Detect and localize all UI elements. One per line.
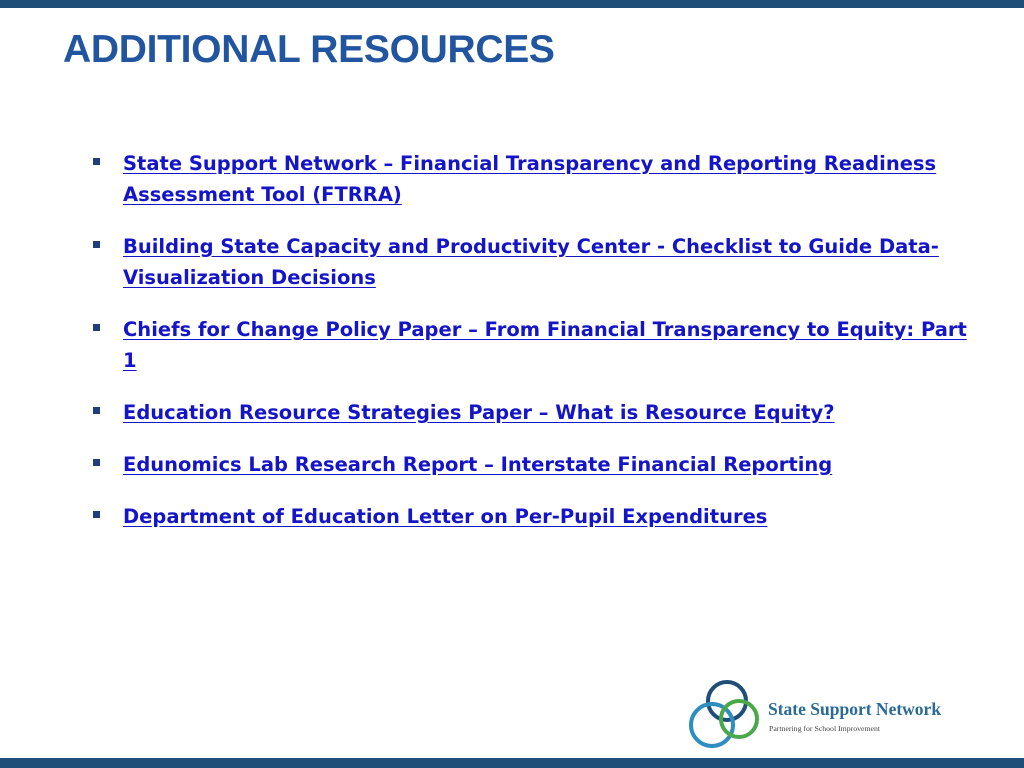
list-item (92, 314, 972, 376)
logo-name: State Support Network (768, 699, 942, 719)
interlocking-rings-icon (684, 676, 766, 754)
resource-link-resource-equity[interactable]: Education Resource Strategies Paper – What is Resource Equity? (123, 401, 835, 424)
bottom-accent-bar (0, 758, 1024, 768)
resource-link-edunomics[interactable]: Edunomics Lab Research Report – Interstate Financial Reporting (123, 453, 833, 476)
square-bullet-icon (93, 324, 100, 331)
resource-link-per-pupil-expenditures[interactable]: Department of Education Letter on Per-Pupil Expenditures (123, 505, 768, 528)
logo-tagline: Partnering for School Improvement (769, 724, 881, 733)
square-bullet-icon (93, 511, 100, 518)
list-item (92, 148, 972, 210)
square-bullet-icon (93, 241, 100, 248)
resource-link-chiefs-for-change[interactable]: Chiefs for Change Policy Paper – From Financial Transparency to Equity: Part 1 (123, 318, 967, 372)
square-bullet-icon (93, 158, 100, 165)
list-item (92, 449, 972, 480)
resource-list (92, 148, 972, 553)
list-item (92, 501, 972, 532)
top-accent-bar (0, 0, 1024, 8)
list-item (92, 231, 972, 293)
slide-title: ADDITIONAL RESOURCES (63, 28, 555, 71)
resource-link-data-visualization-checklist[interactable]: Building State Capacity and Productivity Center - Checklist to Guide Data-Visualization Decisions (123, 235, 939, 289)
state-support-network-logo (684, 676, 976, 754)
square-bullet-icon (93, 407, 100, 414)
list-item (92, 397, 972, 428)
square-bullet-icon (93, 459, 100, 466)
resource-link-ftrra[interactable]: State Support Network – Financial Transparency and Reporting Readiness Assessment Tool (FTRRA) (123, 152, 937, 206)
